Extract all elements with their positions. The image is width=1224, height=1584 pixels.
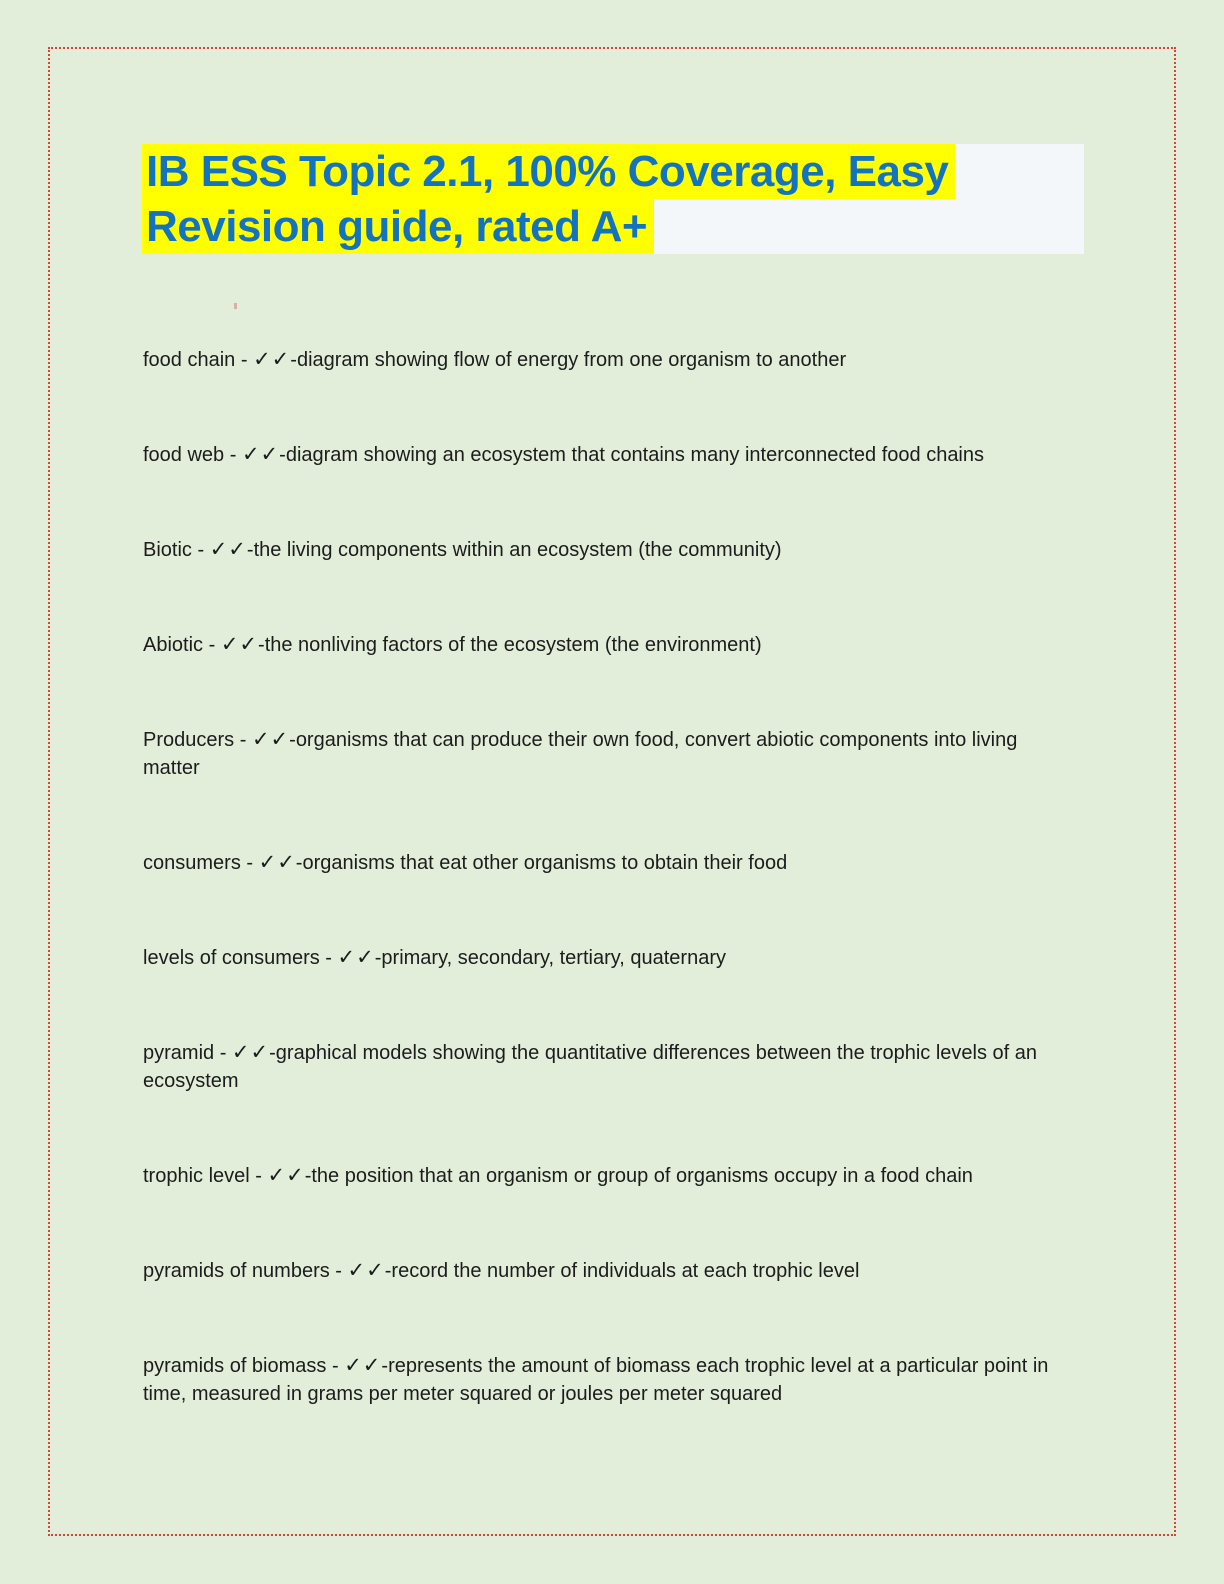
entry-definition: record the number of individuals at each trophic level: [391, 1260, 860, 1282]
double-checkmark: ✓✓: [251, 727, 290, 751]
entry-dash: -: [295, 852, 303, 874]
title-line-1: [142, 144, 1084, 199]
entry-term: Biotic: [143, 539, 192, 561]
entry-term: pyramids of numbers: [143, 1260, 330, 1282]
definition-entry: [143, 1038, 1078, 1095]
entry-dash: -: [381, 1355, 389, 1377]
entry-term: Abiotic: [143, 634, 204, 656]
definition-entry: [143, 630, 1078, 659]
double-checkmark: ✓✓: [347, 1258, 385, 1282]
entry-separator: -: [249, 1165, 268, 1187]
entry-definition: organisms that can produce their own food, convert abiotic components into living matter: [143, 729, 1018, 779]
definition-entry: [143, 1161, 1078, 1190]
definition-entry: [143, 345, 1078, 374]
double-checkmark: ✓✓: [258, 850, 296, 874]
definition-entry: [143, 725, 1078, 782]
double-checkmark: ✓✓: [253, 347, 291, 371]
entry-separator: -: [319, 947, 338, 969]
entry-dash: -: [374, 947, 382, 969]
entry-term: levels of consumers: [143, 947, 320, 969]
definition-entry: [143, 943, 1078, 972]
double-checkmark: ✓✓: [267, 1163, 305, 1187]
entry-definition: represents the amount of biomass each trophic level at a particular point in time, measured in grams per meter squared or joules per meter squared: [143, 1355, 1049, 1405]
title-line-2: [142, 199, 1084, 254]
entry-separator: -: [326, 1355, 345, 1377]
entry-separator: -: [191, 539, 210, 561]
definition-entry: [143, 440, 1078, 469]
definition-entry: [143, 848, 1078, 877]
entry-term: food chain: [143, 349, 236, 371]
entry-term: pyramids of biomass: [143, 1355, 327, 1377]
entry-dash: -: [304, 1165, 312, 1187]
stray-mark: [234, 303, 237, 309]
entry-definition: diagram showing an ecosystem that contains many interconnected food chains: [285, 444, 985, 466]
entry-term: food web: [143, 444, 225, 466]
entry-separator: -: [240, 852, 259, 874]
entry-separator: -: [329, 1260, 348, 1282]
definition-entry: [143, 1351, 1078, 1408]
double-checkmark: ✓✓: [344, 1353, 382, 1377]
entry-dash: -: [384, 1260, 392, 1282]
double-checkmark: ✓✓: [220, 632, 259, 656]
definition-entry: [143, 535, 1078, 564]
double-checkmark: ✓✓: [337, 945, 375, 969]
entry-term: Producers: [143, 729, 235, 751]
entry-separator: -: [234, 729, 252, 751]
entry-dash: -: [269, 1042, 276, 1064]
title-highlight-1: IB ESS Topic 2.1, 100% Coverage, Easy: [142, 144, 955, 199]
definition-list: [143, 345, 1078, 1474]
entry-definition: diagram showing flow of energy from one organism to another: [296, 349, 847, 371]
double-checkmark: ✓✓: [209, 537, 247, 561]
entry-definition: the position that an organism or group of organisms occupy in a food chain: [311, 1165, 973, 1187]
double-checkmark: ✓✓: [231, 1040, 270, 1064]
entry-term: trophic level: [143, 1165, 250, 1187]
entry-dash: -: [289, 729, 296, 751]
double-checkmark: ✓✓: [241, 442, 280, 466]
entry-term: consumers: [143, 852, 241, 874]
entry-separator: -: [203, 634, 221, 656]
entry-separator: -: [224, 444, 242, 466]
entry-dash: -: [258, 634, 265, 656]
entry-definition: organisms that eat other organisms to obtain their food: [302, 852, 788, 874]
title-highlight-2: Revision guide, rated A+: [142, 199, 654, 254]
entry-definition: the living components within an ecosystem (the community): [253, 539, 782, 561]
page-title: [142, 144, 1084, 254]
entry-term: pyramid: [143, 1042, 215, 1064]
entry-definition: primary, secondary, tertiary, quaternary: [381, 947, 726, 969]
entry-separator: -: [235, 349, 254, 371]
entry-definition: the nonliving factors of the ecosystem (the environment): [264, 634, 762, 656]
entry-separator: -: [214, 1042, 232, 1064]
definition-entry: [143, 1256, 1078, 1285]
entry-dash: -: [290, 349, 297, 371]
entry-dash: -: [279, 444, 286, 466]
entry-definition: graphical models showing the quantitative differences between the trophic levels of an ecosystem: [143, 1042, 1038, 1092]
entry-dash: -: [246, 539, 254, 561]
